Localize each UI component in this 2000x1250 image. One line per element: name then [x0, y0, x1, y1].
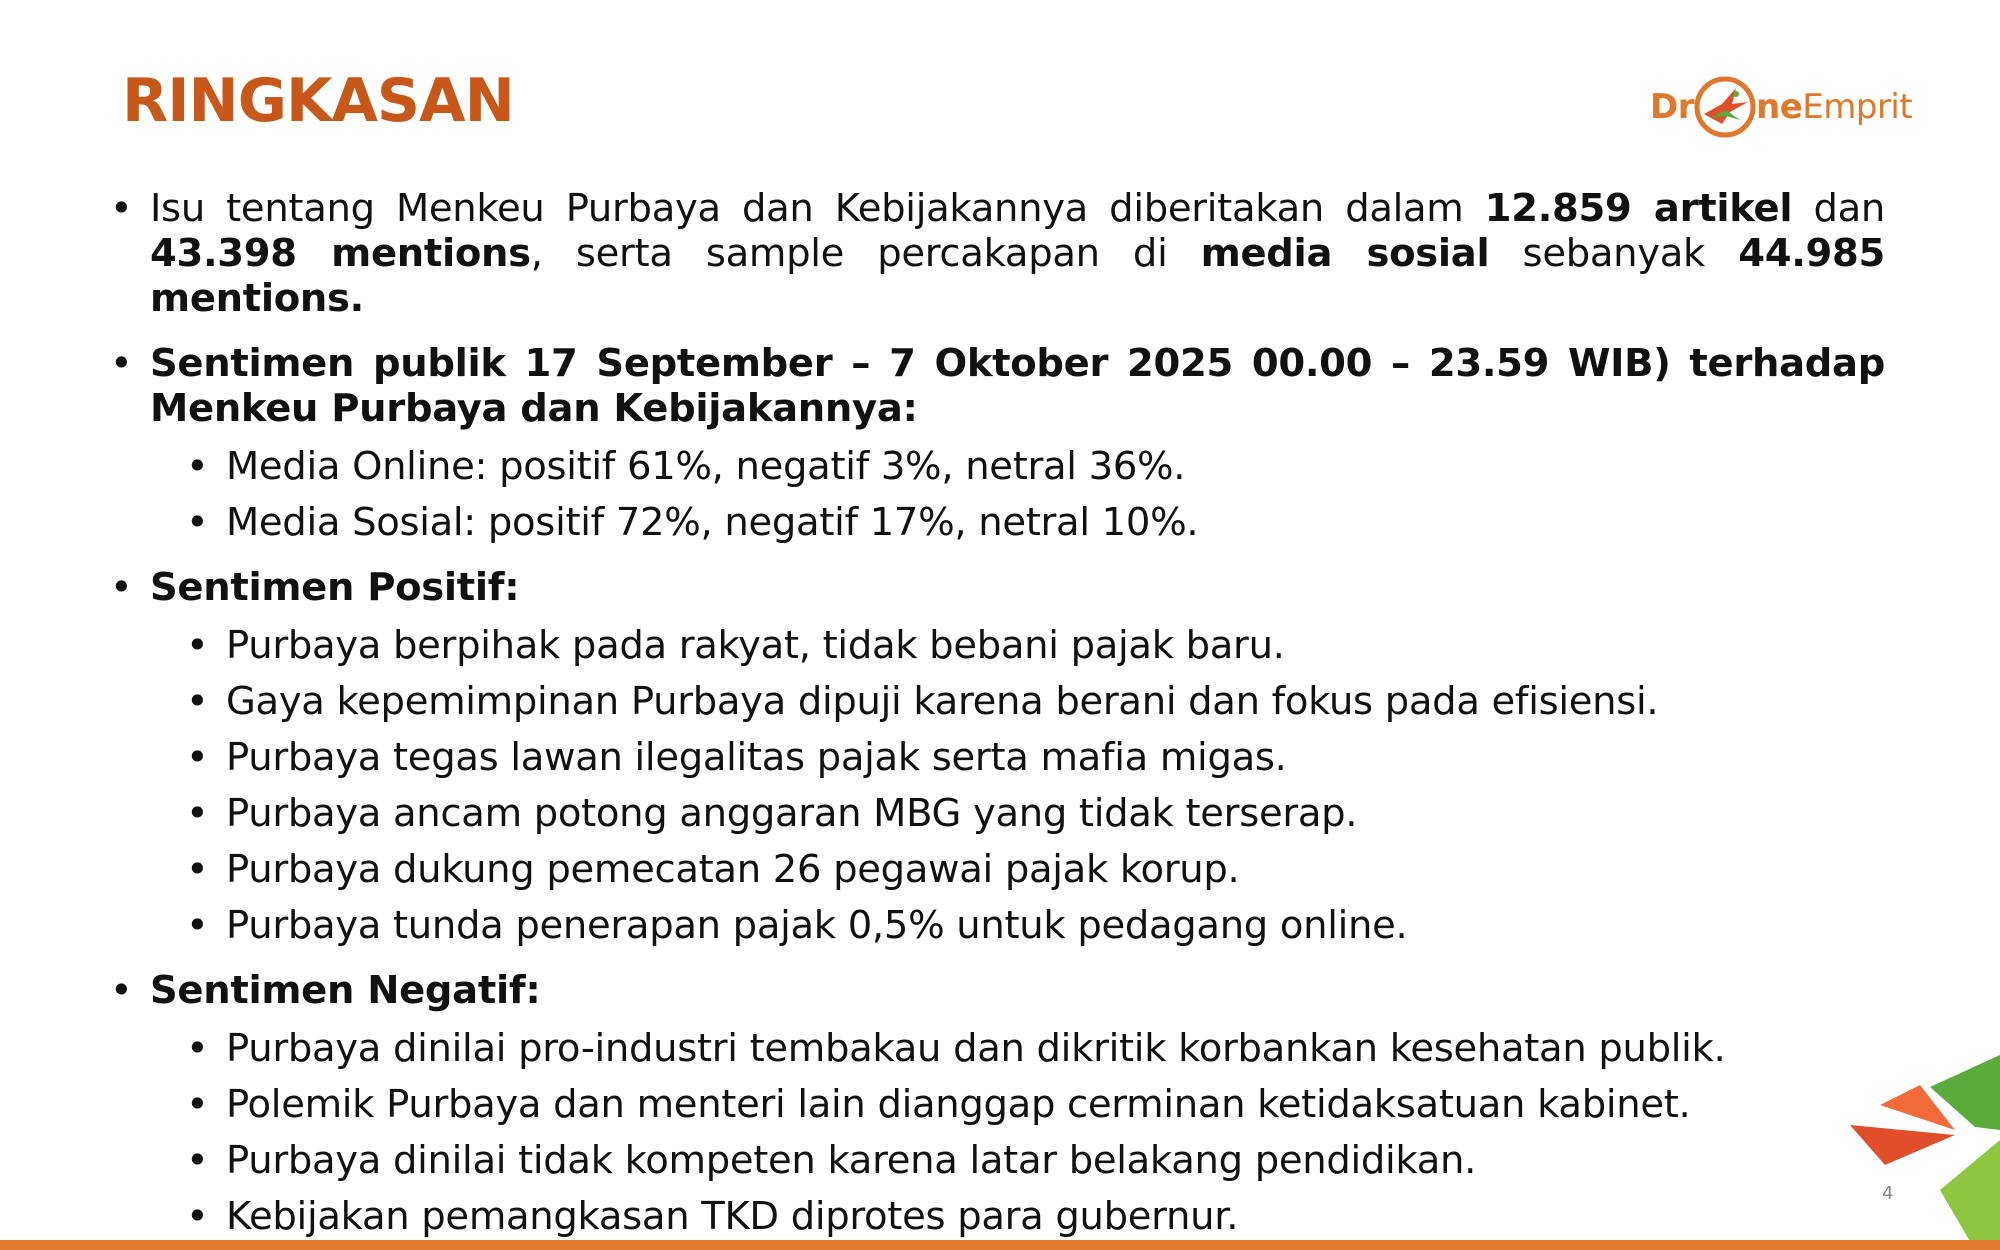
- bullet-dot: •: [186, 791, 209, 836]
- bullet-dot: •: [186, 903, 209, 948]
- intro-text-2: dan: [1792, 186, 1885, 231]
- positive-item: [186, 791, 1885, 836]
- logo-text-ne: ne: [1756, 87, 1803, 127]
- positive-item: [186, 735, 1885, 780]
- sentiment-item: [186, 444, 1885, 489]
- bullet-dot: •: [186, 500, 209, 545]
- logo-text-emprit: Emprit: [1802, 87, 1913, 127]
- positive-heading-bullet: [110, 565, 1885, 610]
- bullet-dot: •: [186, 1082, 209, 1127]
- positive-item-text: Purbaya tunda penerapan pajak 0,5% untuk pedagang online.: [226, 903, 1408, 948]
- bullet-dot: •: [186, 444, 209, 489]
- positive-item: [186, 847, 1885, 892]
- logo-text-dr: Dr: [1650, 87, 1694, 127]
- bullet-dot: •: [186, 735, 209, 780]
- negative-item: [186, 1082, 1885, 1127]
- bullet-dot: •: [110, 186, 133, 231]
- intro-text-4: sebanyak: [1489, 231, 1739, 276]
- negative-item-text: Purbaya dinilai tidak kompeten karena latar belakang pendidikan.: [226, 1138, 1477, 1183]
- bullet-dot: •: [186, 1026, 209, 1071]
- summary-content: [110, 186, 1885, 1239]
- intro-text-1: Isu tentang Menkeu Purbaya dan Kebijakannya diberitakan dalam: [150, 186, 1485, 231]
- negative-item-text: Polemik Purbaya dan menteri lain dianggap cerminan ketidaksatuan kabinet.: [226, 1082, 1691, 1127]
- bullet-dot: •: [186, 679, 209, 724]
- positive-item: [186, 903, 1885, 948]
- social-media-label: media sosial: [1200, 231, 1490, 276]
- bullet-dot: •: [186, 1138, 209, 1183]
- page-number: 4: [1882, 1183, 1894, 1204]
- corner-decoration-graphic: [1840, 1055, 2000, 1250]
- bottom-accent-bar: [0, 1240, 2000, 1250]
- positive-item-text: Purbaya ancam potong anggaran MBG yang tidak terserap.: [226, 791, 1358, 836]
- negative-item: [186, 1138, 1885, 1183]
- bullet-dot: •: [186, 623, 209, 668]
- positive-item-text: Purbaya dukung pemecatan 26 pegawai pajak korup.: [226, 847, 1240, 892]
- bullet-dot: •: [186, 847, 209, 892]
- negative-item-text: Purbaya dinilai pro-industri tembakau dan dikritik korbankan kesehatan publik.: [226, 1026, 1726, 1071]
- positive-heading: Sentimen Positif:: [150, 565, 520, 610]
- social-mention-count: 44.985 mentions.: [150, 231, 1885, 321]
- bullet-dot: •: [110, 968, 133, 1013]
- negative-item-text: Kebijakan pemangkasan TKD diprotes para gubernur.: [226, 1194, 1239, 1239]
- positive-item-text: Purbaya berpihak pada rakyat, tidak bebani pajak baru.: [226, 623, 1285, 668]
- sentiment-item: [186, 500, 1885, 545]
- sentiment-heading-bullet: [110, 341, 1885, 431]
- drone-bird-icon: [1692, 74, 1758, 140]
- sentiment-item-text: Media Online: positif 61%, negatif 3%, netral 36%.: [226, 444, 1186, 489]
- intro-bullet: [110, 186, 1885, 321]
- article-count: 12.859 artikel: [1484, 186, 1793, 231]
- positive-item: [186, 623, 1885, 668]
- negative-item: [186, 1194, 1885, 1239]
- intro-text-3: , serta sample percakapan di: [530, 231, 1201, 276]
- bullet-dot: •: [110, 565, 133, 610]
- positive-item-text: Purbaya tegas lawan ilegalitas pajak serta mafia migas.: [226, 735, 1287, 780]
- positive-item-text: Gaya kepemimpinan Purbaya dipuji karena berani dan fokus pada efisiensi.: [226, 679, 1659, 724]
- negative-heading: Sentimen Negatif:: [150, 968, 541, 1013]
- bullet-dot: •: [110, 341, 133, 386]
- slide-title: RINGKASAN: [122, 66, 514, 136]
- negative-item: [186, 1026, 1885, 1071]
- sentiment-item-text: Media Sosial: positif 72%, negatif 17%, netral 10%.: [226, 500, 1199, 545]
- negative-heading-bullet: [110, 968, 1885, 1013]
- mention-count: 43.398 mentions: [150, 231, 531, 276]
- positive-item: [186, 679, 1885, 724]
- sentiment-heading: Sentimen publik 17 September – 7 Oktober 2025 00.00 – 23.59 WIB) terhadap Menkeu Purbaya dan Kebijakannya:: [150, 341, 1885, 431]
- bullet-dot: •: [186, 1194, 209, 1239]
- drone-emprit-logo: [1650, 72, 1912, 142]
